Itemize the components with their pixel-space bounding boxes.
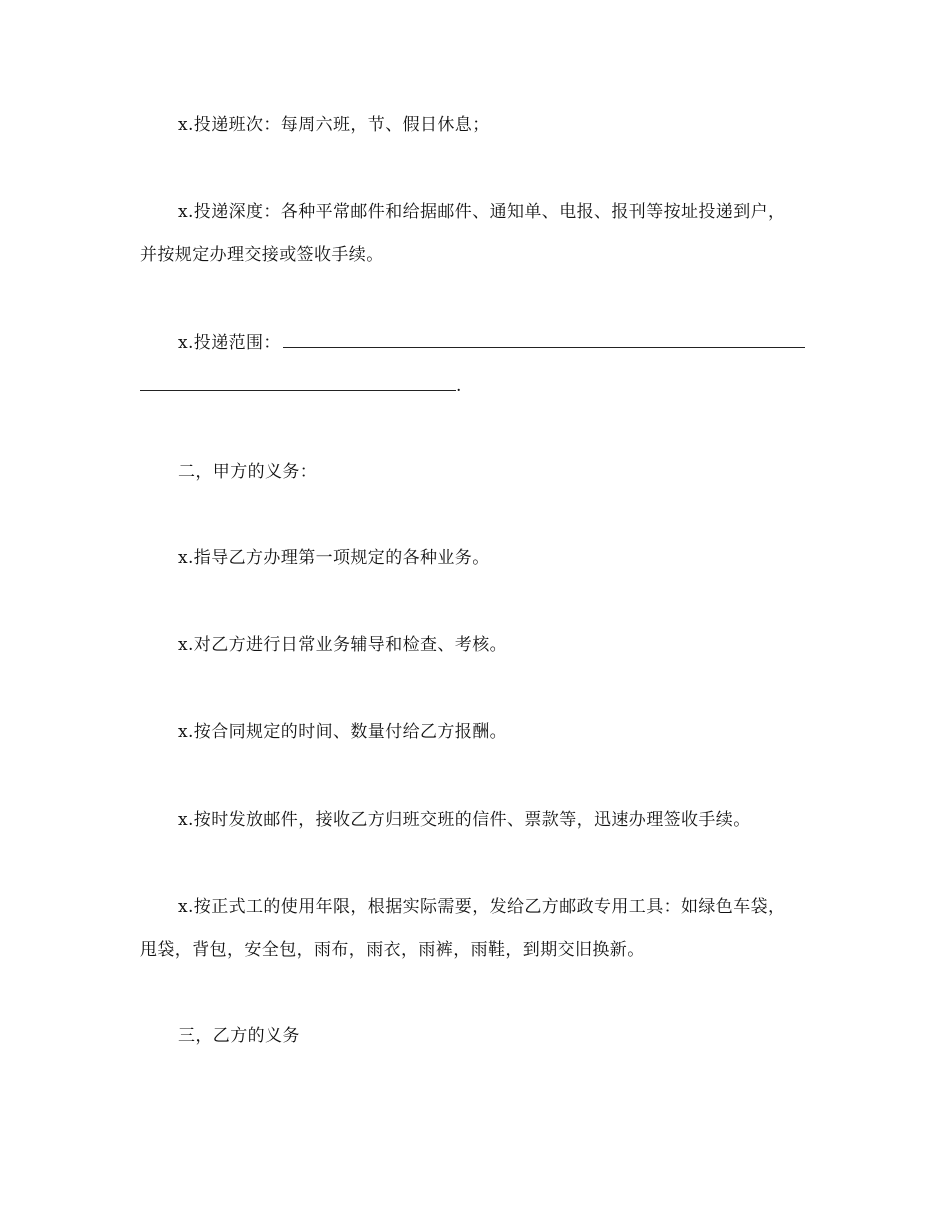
party-a-duty-1: x.指导乙方办理第一项规定的各种业务。 [178,548,490,568]
delivery-scope-end: . [456,376,462,396]
party-a-duty-4: x.按时发放邮件，接收乙方归班交班的信件、票款等，迅速办理签收手续。 [178,810,751,830]
delivery-scope-blank-line [283,331,805,348]
paragraph-delivery-schedule: x.投递班次：每周六班，节、假日休息； [178,115,490,135]
section-heading-party-a: 二，甲方的义务： [178,462,318,482]
party-a-duty-5-line1: x.按正式工的使用年限，根据实际需要，发给乙方邮政专用工具：如绿色车袋， [178,897,786,917]
paragraph-delivery-depth-line2: 并按规定办理交接或签收手续。 [140,245,384,265]
party-a-duty-5-line2: 甩袋，背包，安全包，雨布，雨衣，雨裤，雨鞋，到期交旧换新。 [140,940,645,960]
party-a-duty-3: x.按合同规定的时间、数量付给乙方报酬。 [178,722,507,742]
paragraph-delivery-depth-line1: x.投递深度：各种平常邮件和给据邮件、通知单、电报、报刊等按址投递到户， [178,202,786,222]
paragraph-delivery-scope [178,331,805,355]
paragraph-delivery-scope-cont [140,374,462,398]
delivery-scope-blank-line-2 [140,374,456,391]
section-heading-party-b: 三，乙方的义务 [178,1026,300,1046]
party-a-duty-2: x.对乙方进行日常业务辅导和检查、考核。 [178,635,507,655]
delivery-scope-label: x.投递范围： [178,333,281,353]
